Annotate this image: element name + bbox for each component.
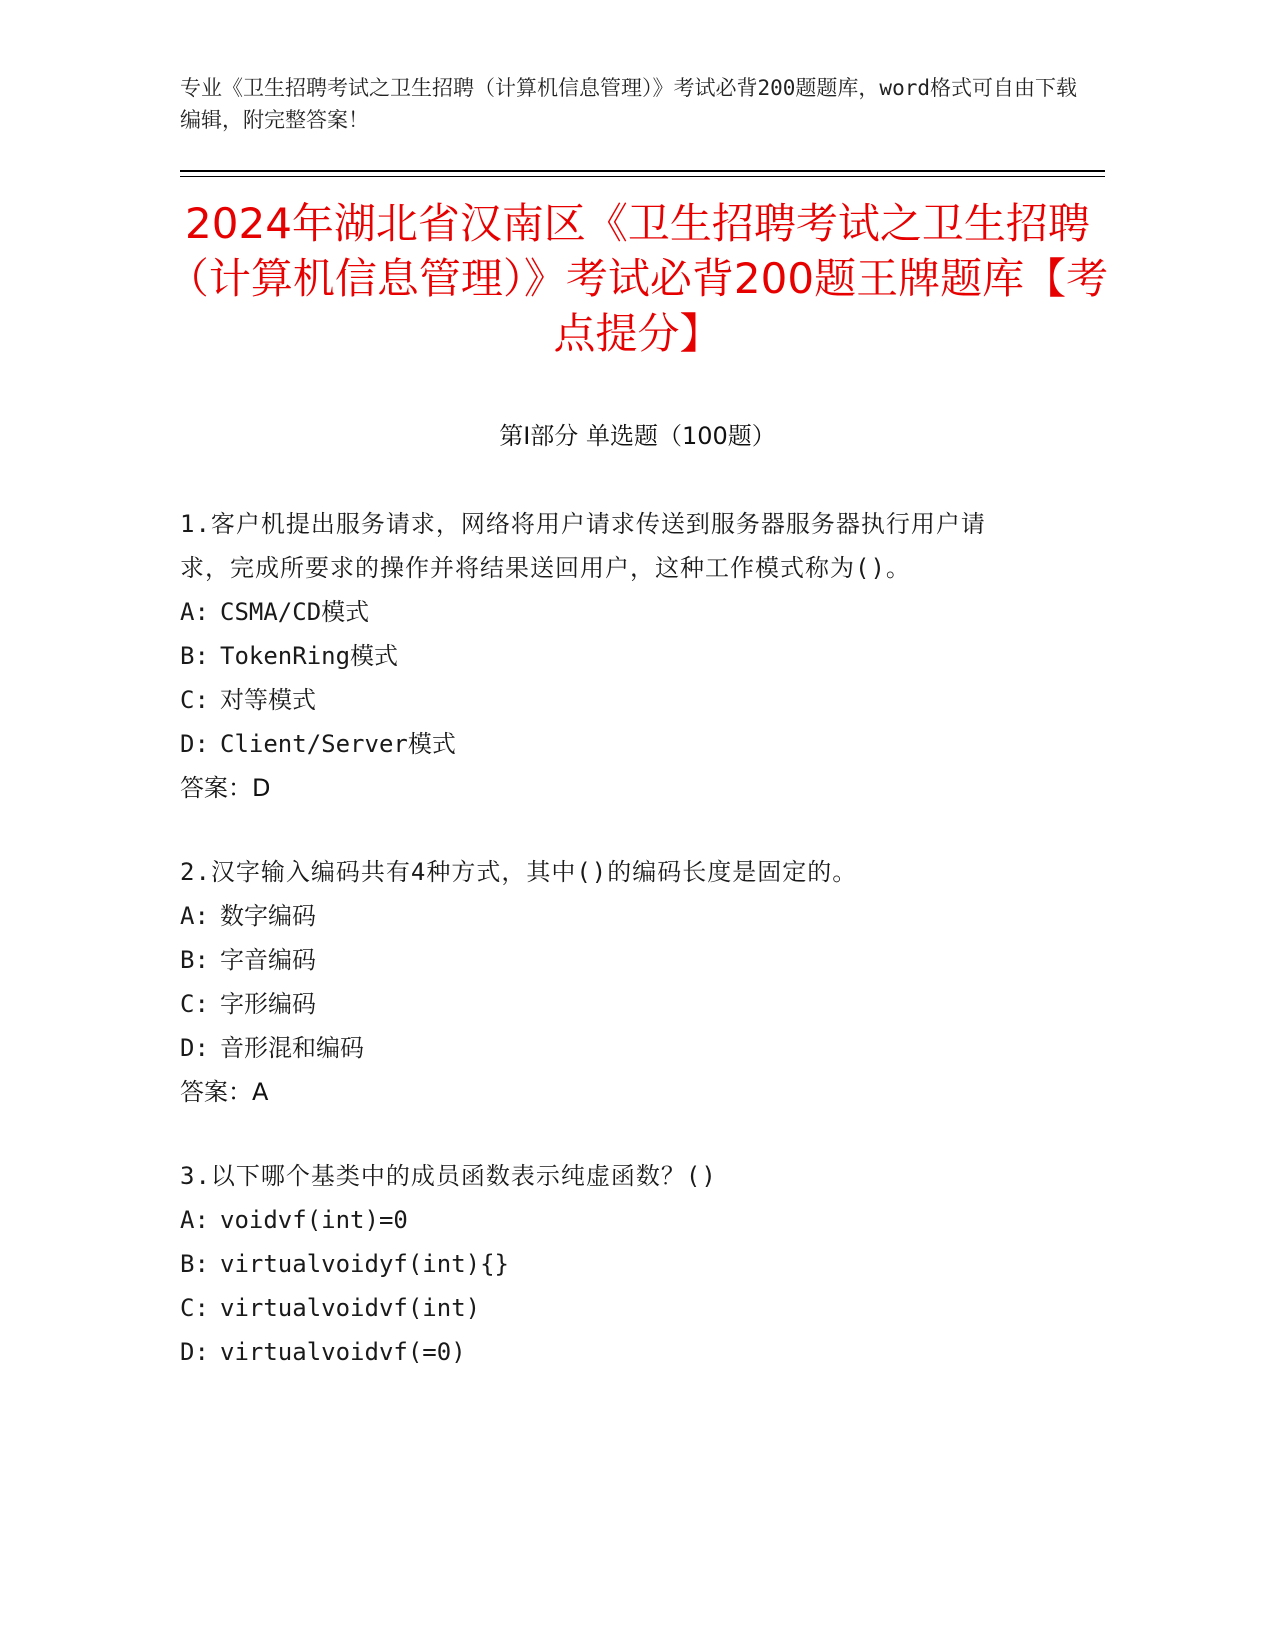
option-text: Client/Server模式 — [220, 730, 456, 758]
option-d — [180, 1330, 1020, 1374]
option-text: 音形混和编码 — [220, 1034, 364, 1062]
option-c — [180, 678, 1020, 722]
section-title: 第Ⅰ部分 单选题（100题） — [499, 422, 776, 450]
option-letter: B: — [180, 1250, 209, 1278]
option-text: virtualvoidvf(=0) — [220, 1338, 466, 1366]
document-title: 2024年湖北省汉南区《卫生招聘考试之卫生招聘（计算机信息管理）》考试必背200题王牌题库【考点提分】 — [166, 199, 1109, 358]
option-text: 字形编码 — [220, 990, 316, 1018]
option-text: 字音编码 — [220, 946, 316, 974]
question-text: 2.汉字输入编码共有4种方式，其中()的编码长度是固定的。 — [180, 858, 858, 886]
option-letter: D: — [180, 730, 209, 758]
option-letter: D: — [180, 1034, 209, 1062]
option-letter: D: — [180, 1338, 209, 1366]
question-text: 1.客户机提出服务请求，网络将用户请求传送到服务器服务器执行用户请求，完成所要求的操作并将结果送回用户，这种工作模式称为()。 — [180, 510, 986, 582]
option-letter: B: — [180, 642, 209, 670]
option-a — [180, 894, 1020, 938]
option-letter: C: — [180, 1294, 209, 1322]
option-text: TokenRing模式 — [220, 642, 399, 670]
option-letter: A: — [180, 598, 209, 626]
header-divider — [180, 170, 1105, 172]
option-letter: C: — [180, 686, 209, 714]
option-letter: A: — [180, 902, 209, 930]
answer: 答案：D — [180, 774, 271, 802]
option-b — [180, 634, 1020, 678]
option-text: 对等模式 — [220, 686, 316, 714]
option-a — [180, 590, 1020, 634]
option-text: virtualvoidvf(int) — [220, 1294, 481, 1322]
option-c — [180, 982, 1020, 1026]
header-divider-thin — [180, 176, 1105, 177]
option-text: 数字编码 — [220, 902, 316, 930]
option-text: voidvf(int)=0 — [220, 1206, 408, 1234]
option-b — [180, 938, 1020, 982]
option-text: virtualvoidyf(int){} — [220, 1250, 509, 1278]
question-1 — [180, 502, 1020, 810]
option-d — [180, 1026, 1020, 1070]
answer: 答案：A — [180, 1078, 269, 1106]
header-note: 专业《卫生招聘考试之卫生招聘（计算机信息管理）》考试必背200题题库，word格式可自由下载编辑，附完整答案！ — [180, 76, 1077, 132]
option-text: CSMA/CD模式 — [220, 598, 370, 626]
option-c — [180, 1286, 1020, 1330]
question-3 — [180, 1154, 1020, 1374]
option-letter: B: — [180, 946, 209, 974]
question-text: 3.以下哪个基类中的成员函数表示纯虚函数？() — [180, 1162, 717, 1190]
question-2 — [180, 850, 1020, 1114]
option-d — [180, 722, 1020, 766]
option-letter: A: — [180, 1206, 209, 1234]
option-letter: C: — [180, 990, 209, 1018]
option-a — [180, 1198, 1020, 1242]
question-list — [180, 502, 1020, 1414]
option-b — [180, 1242, 1020, 1286]
